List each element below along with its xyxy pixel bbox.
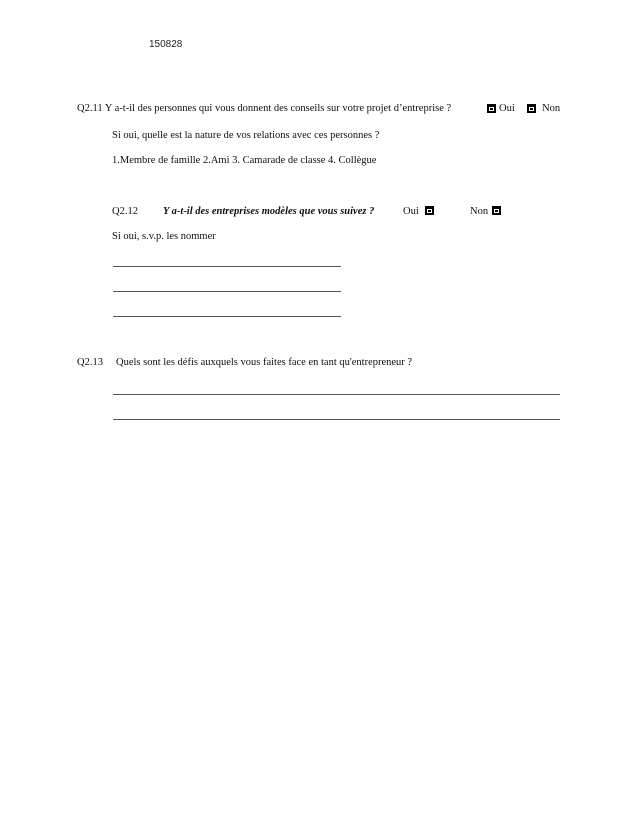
q2-12-answer-line-3[interactable] bbox=[113, 316, 341, 317]
q2-12-oui-label: Oui bbox=[403, 206, 419, 217]
q2-11-options: 1.Membre de famille 2.Ami 3. Camarade de classe 4. Collègue bbox=[112, 155, 377, 166]
q2-12-non-checkbox[interactable] bbox=[492, 206, 501, 215]
q2-11-oui-label: Oui bbox=[499, 103, 515, 114]
page-id: 150828 bbox=[149, 39, 183, 50]
q2-12-non-label: Non bbox=[470, 206, 489, 217]
q2-13-answer-line-2[interactable] bbox=[113, 419, 560, 420]
q2-12-answer-line-2[interactable] bbox=[113, 291, 341, 292]
q2-13-number: Q2.13 bbox=[77, 357, 103, 368]
q2-12-oui-checkbox[interactable] bbox=[425, 206, 434, 215]
q2-11-number: Q2.11 bbox=[77, 103, 103, 114]
q2-12-followup: Si oui, s.v.p. les nommer bbox=[112, 231, 216, 242]
q2-11-oui-checkbox[interactable] bbox=[487, 104, 496, 113]
q2-12-number: Q2.12 bbox=[112, 206, 138, 217]
q2-13-answer-line-1[interactable] bbox=[113, 394, 560, 395]
q2-11-question: Y a-t-il des personnes qui vous donnent des conseils sur votre projet d’entreprise ? bbox=[104, 103, 452, 114]
q2-12-question: Y a-t-il des entreprises modèles que vous suivez ? bbox=[163, 206, 375, 217]
q2-11-line bbox=[77, 103, 451, 115]
q2-11-non-checkbox[interactable] bbox=[527, 104, 536, 113]
q2-11-non-label: Non bbox=[542, 103, 561, 114]
q2-13-question: Quels sont les défis auxquels vous faites face en tant qu'entrepreneur ? bbox=[116, 357, 413, 368]
q2-12-answer-line-1[interactable] bbox=[113, 266, 341, 267]
q2-11-followup: Si oui, quelle est la nature de vos relations avec ces personnes ? bbox=[112, 130, 380, 141]
